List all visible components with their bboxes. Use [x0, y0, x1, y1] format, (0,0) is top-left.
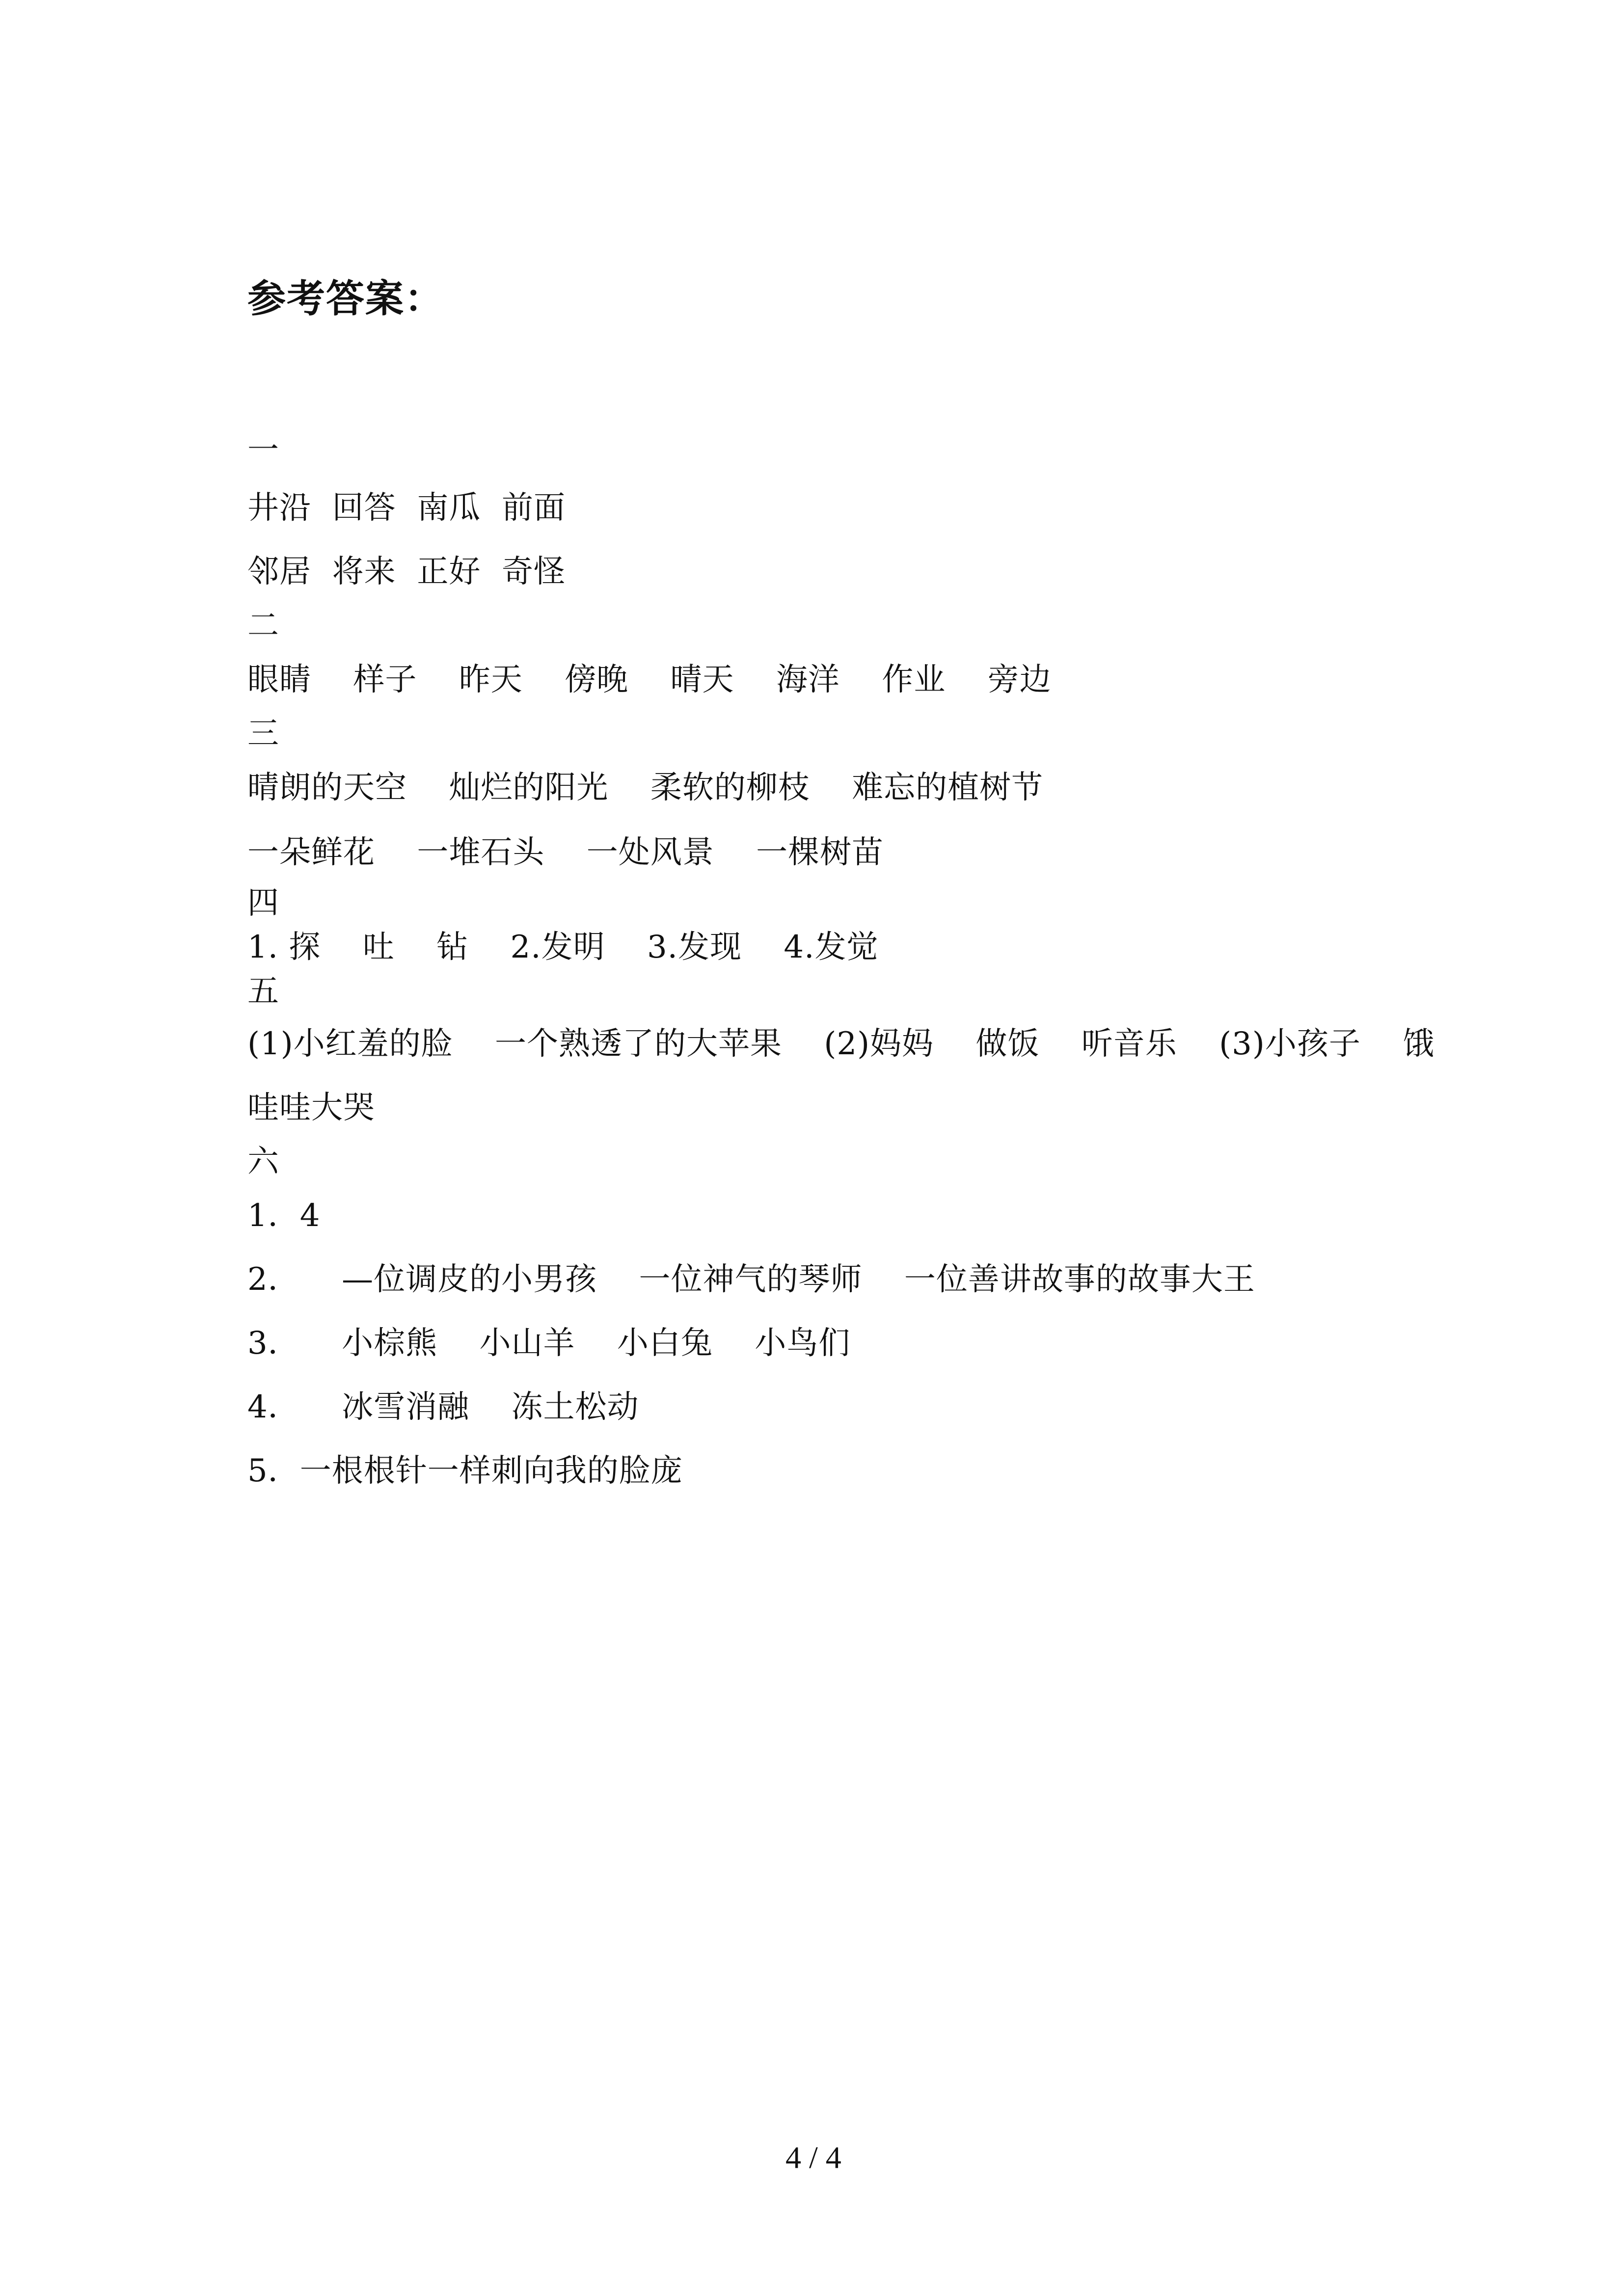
section-label-6: 六: [247, 1144, 279, 1180]
answer-line: 井沿 回答 南瓜 前面: [247, 490, 566, 526]
answer-line: 2． —位调皮的小男孩 一位神气的琴师 一位善讲故事的故事大王: [247, 1261, 1255, 1298]
section-label-2: 二: [247, 608, 279, 644]
answer-line: 一朵鲜花 一堆石头 一处风景 一棵树苗: [247, 834, 884, 871]
section-label-1: 一: [247, 432, 279, 468]
answer-line: 眼睛 样子 昨天 傍晚 晴天 海洋 作业 旁边: [247, 662, 1052, 698]
answer-line: 1．4: [247, 1198, 321, 1234]
answer-line: 5．一根根针一样刺向我的脸庞: [247, 1453, 683, 1489]
answer-key-title: 参考答案：: [247, 276, 444, 321]
page-number: 4 / 4: [785, 2140, 841, 2175]
section-label-4: 四: [247, 885, 279, 921]
section-label-3: 三: [247, 716, 279, 752]
answer-line: 1. 探 吐 钻 2.发明 3.发现 4.发觉: [247, 929, 879, 965]
answer-line: 晴朗的天空 灿烂的阳光 柔软的柳枝 难忘的植树节: [247, 770, 1044, 806]
answer-line: 4． 冰雪消融 冻土松动: [247, 1389, 639, 1425]
answer-line: (1)小红羞的脸 一个熟透了的大苹果 (2)妈妈 做饭 听音乐 (3)小孩子 饿: [247, 1026, 1435, 1062]
answer-line: 哇哇大哭: [247, 1090, 375, 1126]
answer-line: 邻居 将来 正好 奇怪: [247, 554, 566, 590]
answer-line: 3． 小棕熊 小山羊 小白兔 小鸟们: [247, 1325, 851, 1362]
section-label-5: 五: [247, 973, 279, 1010]
